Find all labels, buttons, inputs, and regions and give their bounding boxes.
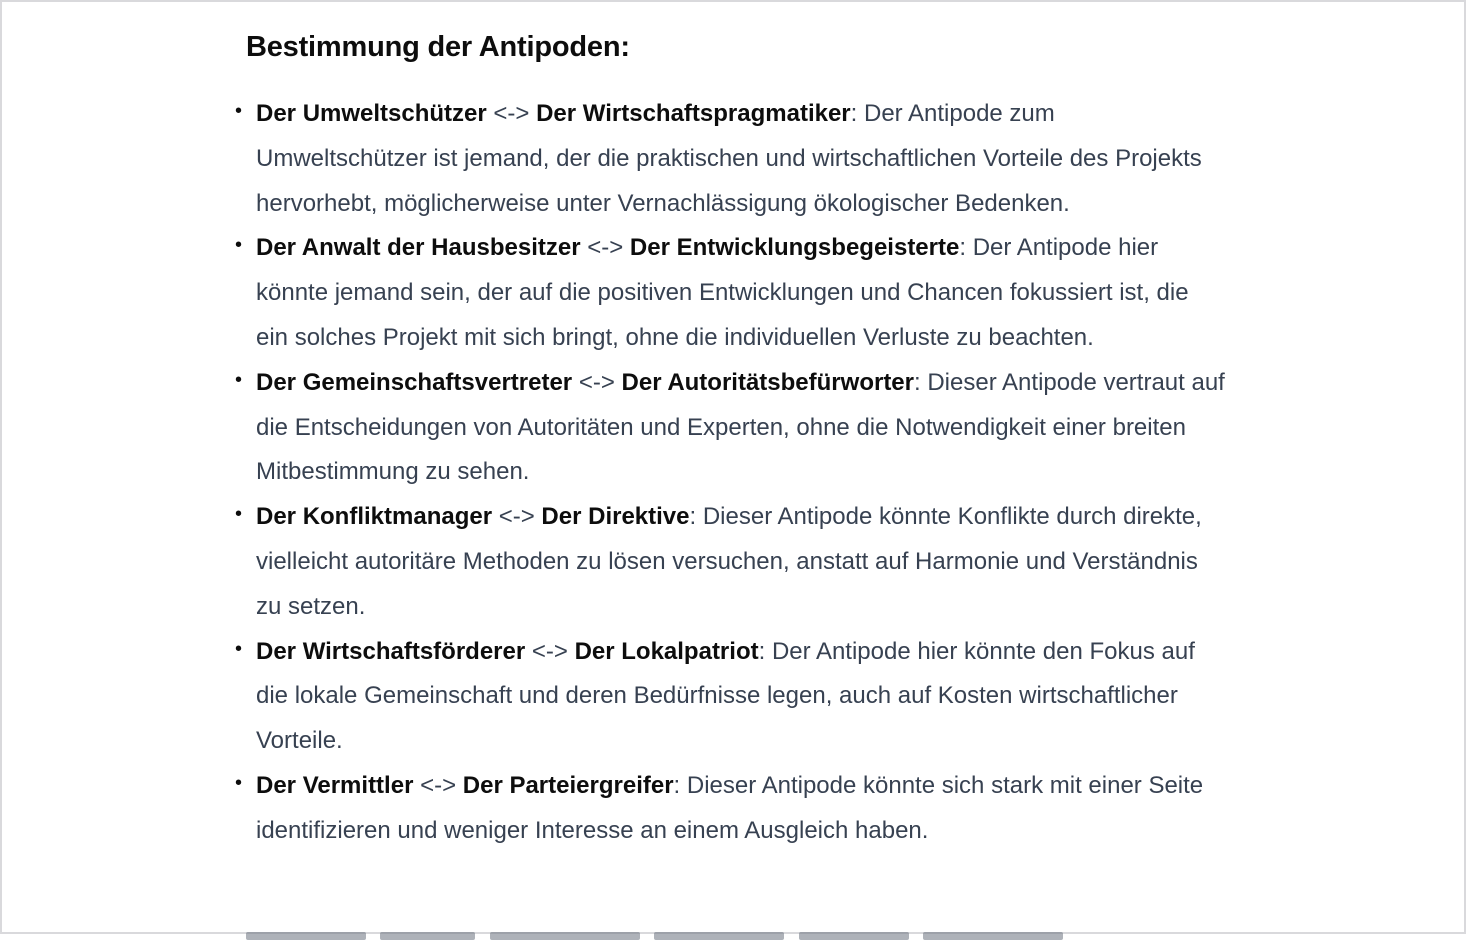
cutoff-text-line [246,926,1126,940]
separator: <-> [580,234,630,262]
colon: : [959,234,973,262]
role-name: Der Konfliktmanager [256,503,493,531]
cutoff-word [654,932,784,940]
description: Dieser Antipode vertraut auf die Entscheidungen von Autoritäten und Experten, ohne die Notwendigkeit einer breiten Mitbestimmung zu sehen. [256,368,1225,486]
separator: <-> [525,637,575,665]
colon: : [673,771,687,799]
cutoff-word [490,932,640,940]
role-name: Der Gemeinschaftsvertreter [256,368,573,396]
list-item [235,764,1226,854]
role-name: Der Anwalt der Hausbesitzer [256,234,581,262]
bullet-icon: • [235,234,243,257]
bullet-icon: • [235,503,243,526]
cutoff-word [380,932,475,940]
list-item [235,92,1226,226]
separator: <-> [572,368,622,396]
list-item [235,226,1226,360]
cutoff-word [799,932,909,940]
separator: <-> [486,100,537,127]
colon: : [850,100,864,127]
colon: : [689,503,703,531]
message-content [235,2,1226,854]
antipode-name: Der Parteiergreifer [462,771,674,799]
antipode-name: Der Lokalpatriot [574,637,759,665]
bullet-icon: • [235,368,243,391]
description: Dieser Antipode könnte Konflikte durch direkte, vielleicht autoritäre Methoden zu lösen versuchen, anstatt auf Harmonie und Verständnis zu setzen. [256,503,1202,620]
list-item [235,361,1226,495]
separator: <-> [492,503,542,531]
description: Dieser Antipode könnte sich stark mit einer Seite identifizieren und weniger Interesse an einem Ausgleich haben. [256,771,1204,844]
colon: : [914,368,928,396]
antipode-name: Der Direktive [541,503,690,531]
bullet-icon: • [235,637,243,660]
antipode-name: Der Entwicklungsbegeisterte [629,234,960,262]
antipode-name: Der Wirtschaftspragmatiker [536,100,851,127]
antipode-name: Der Autoritätsbefürworter [621,368,914,396]
description: Der Antipode zum Umweltschützer ist jemand, der die praktischen und wirtschaftlichen Vorteile des Projekts hervorhebt, möglicherweise unter Vernachlässigung ökologischer Bedenken. [256,100,1202,217]
list-item [235,630,1226,764]
cutoff-word [246,932,366,940]
role-name: Der Wirtschaftsförderer [256,637,526,665]
section-heading: Bestimmung der Antipoden: [246,31,630,63]
list-item [235,495,1226,629]
separator: <-> [413,771,463,799]
antipode-list [235,92,1226,854]
role-name: Der Vermittler [256,771,414,799]
bullet-icon: • [235,771,243,794]
bullet-icon: • [235,100,243,122]
colon: : [758,637,772,665]
description: Der Antipode hier könnte jemand sein, der auf die positiven Entwicklungen und Chancen fokussiert ist, die ein solches Projekt mit sich bringt, ohne die individuellen Verluste zu beachten. [256,234,1189,351]
cutoff-word [923,932,1063,940]
role-name: Der Umweltschützer [256,100,487,127]
description: Der Antipode hier könnte den Fokus auf die lokale Gemeinschaft und deren Bedürfnisse legen, auch auf Kosten wirtschaftlicher Vorteile. [256,637,1195,755]
